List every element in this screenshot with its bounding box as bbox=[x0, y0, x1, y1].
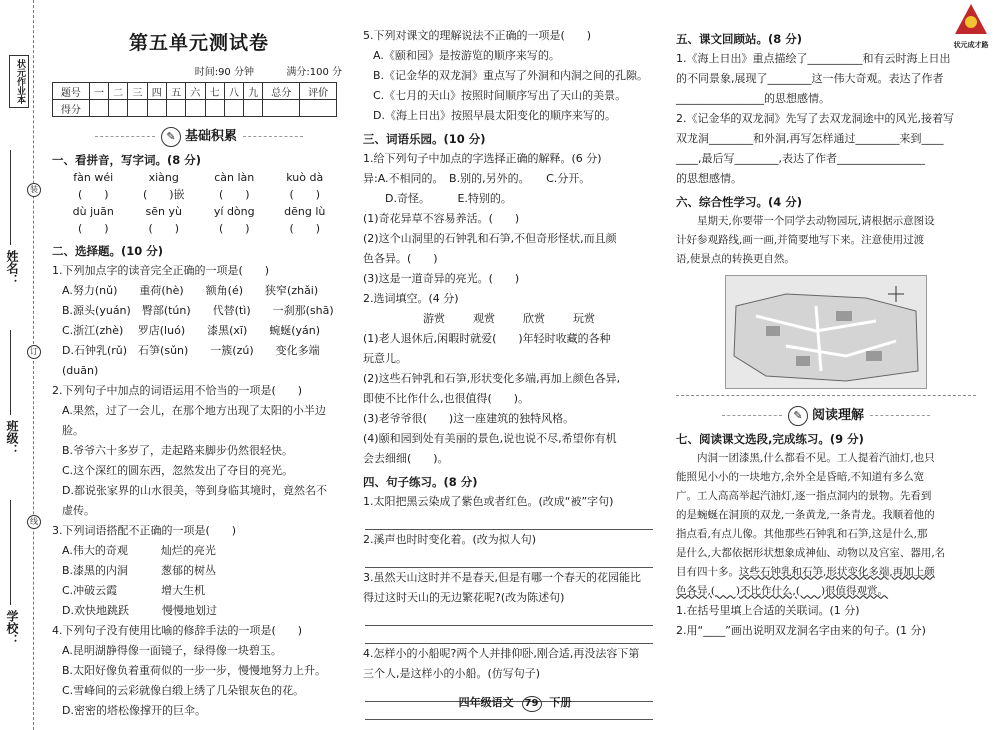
pinyin: kuò dà bbox=[286, 170, 324, 184]
fill-line: 的不同景象,展现了________这一伟大奇观。表达了作者 bbox=[676, 72, 944, 85]
wavy-sentence: 色各异,( )不比作什么,( )很值得观赏。 bbox=[676, 584, 889, 597]
footer-subject: 四年级语文 bbox=[458, 696, 514, 709]
option-line: C.《七月的天山》按照时间顺序写出了天山的美景。 bbox=[373, 89, 627, 102]
fill-line: 1.《海上日出》重点描绘了__________和有云时海上日出 bbox=[676, 52, 951, 65]
score-cell[interactable] bbox=[263, 100, 300, 117]
book-icon: ✎ bbox=[788, 406, 808, 426]
answer-line[interactable] bbox=[365, 512, 653, 530]
page-number: 79 bbox=[522, 696, 542, 712]
score-header-cell: 七 bbox=[205, 83, 224, 100]
binding-hole: 装 bbox=[27, 183, 41, 197]
option-line: C.冲破云霞 增大生机 bbox=[62, 583, 206, 597]
question-item: (2)这个山洞里的石钟乳和石笋,不但奇形怪状,而且颜 bbox=[363, 232, 617, 245]
option-line: B.漆黑的内洞 葱郁的树丛 bbox=[62, 563, 217, 577]
answer-paren: ( ) bbox=[77, 221, 109, 235]
option-line: C.雪峰间的云彩就像白缎上绣了几朵银灰色的花。 bbox=[62, 683, 305, 697]
pinyin-row bbox=[52, 170, 346, 186]
fill-line: 的思想感情。 bbox=[676, 172, 742, 185]
score-cell[interactable] bbox=[128, 100, 147, 117]
binding-hole: 线 bbox=[27, 515, 41, 529]
full-score: 满分:100 分 bbox=[286, 67, 342, 78]
column-2 bbox=[363, 26, 655, 720]
score-header-cell: 三 bbox=[128, 83, 147, 100]
score-header-cell: 四 bbox=[147, 83, 166, 100]
answer-paren: ( ) bbox=[218, 187, 250, 201]
q3-def-line: 异:A.不相同的。 B.别的,另外的。 C.分开。 bbox=[363, 172, 591, 185]
question-item: (3)这是一道奇异的亮光。( ) bbox=[363, 272, 520, 285]
option-line: B.《记金华的双龙洞》重点写了外洞和内洞之间的孔隙。 bbox=[373, 69, 649, 82]
pinyin: dù juān bbox=[72, 204, 114, 218]
q2-title: 二、选择题。(10 分) bbox=[52, 243, 164, 258]
question-item: 2.溪声也时时变化着。(改为拟人句) bbox=[363, 533, 537, 546]
section-divider bbox=[676, 395, 976, 396]
fill-line: ____,最后写________,表达了作者________________ bbox=[676, 152, 925, 165]
class-field[interactable] bbox=[10, 330, 11, 415]
option-line: D.密密的塔松像撑开的巨伞。 bbox=[62, 703, 206, 717]
question-item: 三个人,是这样小的小船。(仿写句子) bbox=[363, 667, 541, 680]
zoo-map-graphic bbox=[726, 276, 926, 388]
cut-line bbox=[33, 0, 34, 730]
score-cell[interactable] bbox=[244, 100, 263, 117]
name-label: 姓名： bbox=[5, 250, 19, 286]
word-option: 观赏 bbox=[473, 312, 495, 325]
page-footer bbox=[410, 694, 620, 712]
fill-line: 2.《记金华的双龙洞》先写了去双龙洞途中的风光,接着写 bbox=[676, 112, 954, 125]
question-item: (3)老爷爷很( )这一座建筑的独特风格。 bbox=[363, 412, 575, 425]
brand-label: 状元作业本 bbox=[9, 55, 29, 108]
answer-paren: ( ) bbox=[148, 221, 180, 235]
question-stem: 4.下列句子没有使用比喻的修辞手法的一项是( ) bbox=[52, 623, 303, 637]
word-bank bbox=[363, 309, 655, 329]
q4-title: 四、句子练习。(8 分) bbox=[363, 475, 478, 489]
column-3 bbox=[676, 26, 976, 641]
question-item: 3.虽然天山这时并不是春天,但是有哪一个春天的花园能比 bbox=[363, 571, 641, 584]
question-item: 色各异。( ) bbox=[363, 252, 438, 265]
column-1 bbox=[52, 0, 346, 721]
option-line: D.《海上日出》按照早晨太阳变化的顺序来写的。 bbox=[373, 109, 616, 122]
option-line: C.浙江(zhè) 罗店(luó) 漆黑(xī) 蜿蜒(yán) bbox=[62, 323, 321, 337]
page-title: 第五单元测试卷 bbox=[128, 32, 269, 54]
question-item: (1)老人退休后,闲暇时就爱( )年轻时收藏的各种 bbox=[363, 332, 611, 345]
logo-text: 状元成才路 bbox=[953, 41, 989, 49]
zoo-map bbox=[725, 275, 927, 389]
answer-paren: ( ) bbox=[289, 187, 321, 201]
answer-paren: ( )嵌 bbox=[142, 187, 185, 201]
score-cell[interactable] bbox=[166, 100, 185, 117]
question-item: (4)颐和园到处有美丽的景色,说也说不尽,希望你有机 bbox=[363, 432, 617, 445]
story-line: 能照见小小的一块地方,余外全是昏暗,不知道有多么宽 bbox=[676, 470, 925, 483]
question-item: 会去细细( )。 bbox=[363, 452, 449, 465]
answer-paren-row bbox=[52, 220, 346, 238]
q7-s1: 1.在括号里填上合适的关联词。(1 分) bbox=[676, 603, 860, 617]
score-header-cell: 评价 bbox=[300, 83, 337, 100]
exam-meta bbox=[52, 63, 346, 78]
score-cell[interactable] bbox=[147, 100, 166, 117]
name-field[interactable] bbox=[10, 150, 11, 245]
option-line: D.石钟乳(rǔ) 石笋(sǔn) 一簇(zú) 变化多端(duān) bbox=[62, 343, 320, 377]
pinyin: dēng lù bbox=[284, 204, 326, 218]
score-header-cell: 二 bbox=[109, 83, 128, 100]
story-line: 的是蜿蜒在洞顶的双龙,一条黄龙,一条青龙。我顺着他的 bbox=[676, 508, 935, 521]
question-stem: 5.下列对课文的理解说法不正确的一项是( ) bbox=[363, 29, 592, 42]
book-icon: ✎ bbox=[161, 127, 181, 147]
answer-line[interactable] bbox=[365, 626, 653, 644]
banner-title: 阅读理解 bbox=[811, 408, 864, 423]
task-text: 星期天,你要带一个同学去动物园玩,请根据示意图设 bbox=[697, 215, 935, 227]
question-stem: 3.下列词语搭配不正确的一项是( ) bbox=[52, 523, 237, 537]
story-line: 广。工人高高举起汽油灯,逐一指点洞内的景物。先看到 bbox=[676, 489, 932, 502]
task-text: 语,使景点的转换更自然。 bbox=[676, 253, 795, 265]
word-option: 欣赏 bbox=[523, 312, 545, 325]
wavy-sentence: 这些石钟乳和石笋,形状变化多端,再加上颜 bbox=[739, 565, 935, 578]
score-header-cell: 五 bbox=[166, 83, 185, 100]
question-item: (1)奇花异草不容易养活。( ) bbox=[363, 212, 520, 225]
answer-paren: ( ) bbox=[218, 221, 250, 235]
story-line: 指点看,有点儿像。其他那些石钟乳和石笋,这是什么,那 bbox=[676, 527, 928, 540]
score-header-cell: 题号 bbox=[53, 83, 90, 100]
time-limit: 时间:90 分钟 bbox=[194, 67, 254, 78]
school-label: 学校： bbox=[5, 610, 19, 646]
option-line: A.伟大的奇观 灿烂的亮光 bbox=[62, 543, 216, 557]
q6-title: 六、综合性学习。(4 分) bbox=[676, 195, 803, 209]
binding-hole: 订 bbox=[27, 345, 41, 359]
question-item: (2)这些石钟乳和石笋,形状变化多端,再加上颜色各异, bbox=[363, 372, 621, 385]
pinyin: yí dòng bbox=[213, 204, 255, 218]
logo-icon bbox=[953, 2, 989, 36]
class-label: 班级： bbox=[5, 420, 19, 456]
story-line: 是什么,大都依据形状想象成神仙、动物以及宫室、器用,名 bbox=[676, 546, 946, 559]
answer-paren: ( ) bbox=[77, 187, 109, 201]
q5-title: 五、课文回顾站。(8 分) bbox=[676, 32, 803, 46]
option-line: 虚传。 bbox=[62, 503, 95, 517]
option-line: D.欢快地跳跃 慢慢地划过 bbox=[62, 603, 217, 617]
word-option: 游赏 bbox=[423, 312, 445, 325]
footer-volume: 下册 bbox=[549, 696, 572, 709]
pinyin: càn làn bbox=[214, 170, 255, 184]
score-header-cell: 总分 bbox=[263, 83, 300, 100]
banner-title: 基础积累 bbox=[184, 129, 237, 144]
score-label-cell: 得分 bbox=[53, 100, 90, 117]
question-stem: 1.下列加点字的读音完全正确的一项是( ) bbox=[52, 263, 270, 277]
answer-paren-row bbox=[52, 186, 346, 204]
story-line: 内洞一团漆黑,什么都看不见。工人提着汽油灯,也只 bbox=[697, 451, 935, 464]
question-item: 4.怎样小的小船呢?两个人并排仰卧,刚合适,再没法容下第 bbox=[363, 647, 640, 660]
option-line: A.《颐和园》是按游览的顺序来写的。 bbox=[373, 49, 560, 62]
school-field[interactable] bbox=[10, 500, 11, 605]
option-line: B.爷爷六十多岁了，走起路来脚步仍然很轻快。 bbox=[62, 443, 294, 457]
answer-line[interactable] bbox=[365, 608, 653, 626]
story-line: 目有四十多。这些石钟乳和石笋,形状变化多端,再加上颜 bbox=[676, 565, 935, 578]
q7-title: 七、阅读课文选段,完成练习。(9 分) bbox=[676, 431, 864, 446]
q1-title: 一、看拼音，写字词。(8 分) bbox=[52, 152, 202, 167]
option-line: A.昆明湖静得像一面镜子，绿得像一块碧玉。 bbox=[62, 643, 282, 657]
score-cell[interactable] bbox=[109, 100, 128, 117]
question-stem: 2.下列句子中加点的词语运用不恰当的一项是( ) bbox=[52, 383, 303, 397]
option-line: B.太阳好像负着重荷似的一步一步，慢慢地努力上升。 bbox=[62, 663, 327, 677]
answer-paren: ( ) bbox=[289, 221, 321, 235]
brand-logo bbox=[945, 2, 997, 52]
score-header-cell: 六 bbox=[186, 83, 205, 100]
fill-line: ________________的思想感情。 bbox=[676, 92, 830, 105]
question-item: 玩意儿。 bbox=[363, 352, 407, 365]
q3-title: 三、词语乐园。(10 分) bbox=[363, 132, 486, 146]
question-item: 即使不比作什么,也很值得( )。 bbox=[363, 392, 530, 405]
option-line: A.果然，过了一会儿，在那个地方出现了太阳的小半边脸。 bbox=[62, 403, 326, 437]
pinyin: fàn wéi bbox=[73, 170, 114, 184]
score-header-cell: 一 bbox=[89, 83, 108, 100]
q3-s1-stem: 1.给下列句子中加点的字选择正确的解释。(6 分) bbox=[363, 152, 602, 165]
q3-def-line: D.奇怪。 E.特别的。 bbox=[363, 192, 512, 205]
section-banner bbox=[676, 404, 976, 426]
score-cell[interactable] bbox=[186, 100, 205, 117]
option-line: C.这个深红的圆东西，忽然发出了夺目的亮光。 bbox=[62, 463, 294, 477]
pinyin: xiàng bbox=[148, 170, 179, 184]
score-table bbox=[52, 82, 337, 117]
score-cell[interactable] bbox=[224, 100, 243, 117]
option-line: B.源头(yuán) 臀部(tún) 代替(tì) 一刹那(shā) bbox=[62, 303, 334, 317]
score-cell[interactable] bbox=[300, 100, 337, 117]
question-item: 1.太阳把黑云染成了紫色或者红色。(改成“被”字句) bbox=[363, 495, 614, 508]
score-cell[interactable] bbox=[205, 100, 224, 117]
score-header-cell: 九 bbox=[244, 83, 263, 100]
option-line: D.都说张家界的山水很美，等到身临其境时，竟然名不 bbox=[62, 483, 327, 497]
q3-s2-stem: 2.选词填空。(4 分) bbox=[363, 292, 459, 305]
pinyin-row bbox=[52, 204, 346, 220]
fill-line: 双龙洞________和外洞,再写怎样通过________来到____ bbox=[676, 132, 944, 145]
score-cell[interactable] bbox=[89, 100, 108, 117]
answer-line[interactable] bbox=[365, 550, 653, 568]
word-option: 玩赏 bbox=[573, 312, 595, 325]
section-banner bbox=[52, 125, 346, 147]
option-line: A.努力(nǔ) 重荷(hè) 额角(é) 狭窄(zhǎi) bbox=[62, 283, 319, 297]
task-text: 计好参观路线,画一画,并简要地写下来。注意使用过渡 bbox=[676, 234, 925, 246]
q7-s2: 2.用“____”画出说明双龙洞名字由来的句子。(1 分) bbox=[676, 623, 926, 637]
question-item: 得过这时天山的无边繁花呢?(改为陈述句) bbox=[363, 591, 565, 604]
score-header-cell: 八 bbox=[224, 83, 243, 100]
binding-edge bbox=[0, 0, 48, 730]
pinyin: sēn yù bbox=[145, 204, 182, 218]
